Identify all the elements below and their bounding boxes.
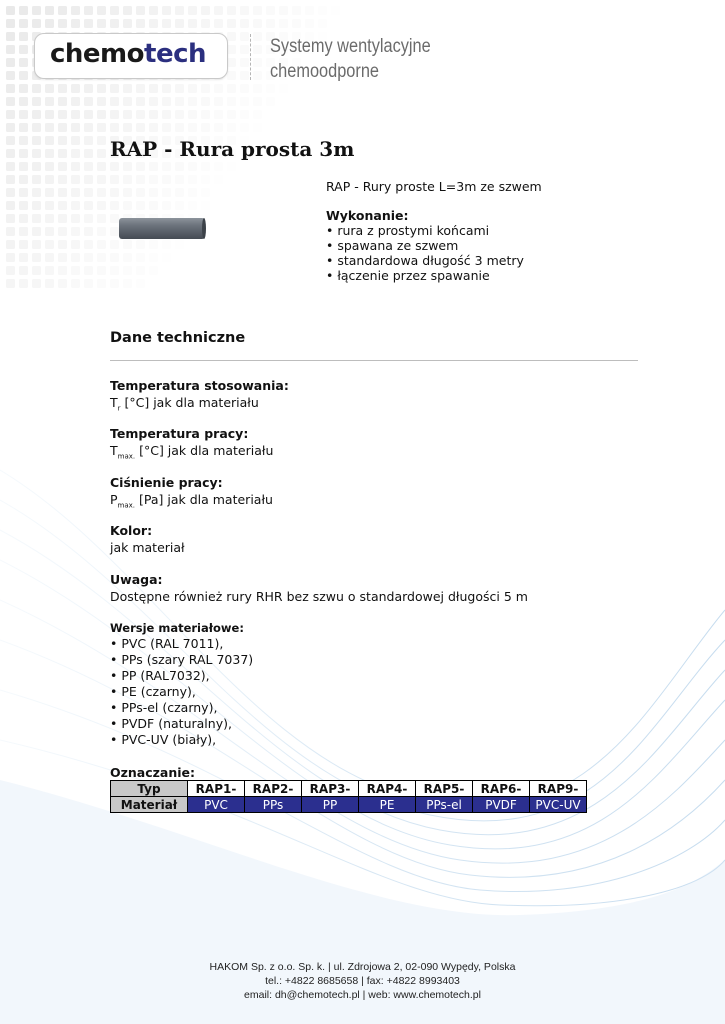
product-description <box>326 179 542 283</box>
table-cell-material: PP <box>302 797 359 813</box>
value-text: [°C] jak dla materiału <box>120 395 259 410</box>
table-row-typ <box>111 781 587 797</box>
wersje-item: • PP (RAL7032), <box>110 668 210 683</box>
logo-text-part1: chemo <box>50 39 145 69</box>
page-footer <box>0 960 725 1002</box>
logo-text-part2: tech <box>144 39 206 69</box>
table-cell-material: PVDF <box>473 797 530 813</box>
section-divider <box>110 360 638 361</box>
row-label-typ: Typ <box>111 781 188 797</box>
symbol: T <box>110 395 118 410</box>
oznaczanie-heading: Oznaczanie: <box>110 765 196 780</box>
wykonanie-item: • standardowa długość 3 metry <box>326 253 524 268</box>
symbol: T <box>110 443 118 458</box>
footer-address: HAKOM Sp. z o.o. Sp. k. | ul. Zdrojowa 2, 02-090 Wypędy, Polska <box>209 961 516 973</box>
temp-pracy-heading: Temperatura pracy: <box>110 426 249 441</box>
value-text: [°C] jak dla materiału <box>135 443 274 458</box>
temp-stosowania-heading: Temperatura stosowania: <box>110 378 289 393</box>
section-title-dane-techniczne: Dane techniczne <box>110 330 246 346</box>
table-cell-material: PVC-UV <box>530 797 587 813</box>
value-text: [Pa] jak dla materiału <box>135 492 273 507</box>
table-cell-code: RAP1- <box>188 781 245 797</box>
kolor-block <box>110 522 185 556</box>
table-cell-code: RAP9- <box>530 781 587 797</box>
footer-phone: tel.: +4822 8685658 | fax: +4822 8993403 <box>265 975 460 987</box>
wykonanie-item: • rura z prostymi końcami <box>326 223 490 238</box>
wersje-block <box>110 620 253 748</box>
wersje-item: • PVDF (naturalny), <box>110 716 232 731</box>
wersje-item: • PPs-el (czarny), <box>110 700 218 715</box>
table-cell-material: PPs <box>245 797 302 813</box>
kolor-value: jak materiał <box>110 540 185 555</box>
table-row-material <box>111 797 587 813</box>
wersje-item: • PE (czarny), <box>110 684 196 699</box>
header-separator <box>250 34 251 80</box>
product-subtitle: RAP - Rury proste L=3m ze szwem <box>326 179 542 194</box>
table-cell-code: RAP4- <box>359 781 416 797</box>
header-tagline <box>270 34 431 84</box>
temp-pracy-block <box>110 425 273 466</box>
product-title: RAP - Rura prosta 3m <box>110 137 355 161</box>
table-cell-material: PPs-el <box>416 797 473 813</box>
table-cell-material: PVC <box>188 797 245 813</box>
temp-stosowania-block <box>110 377 289 418</box>
wykonanie-item: • łączenie przez spawanie <box>326 268 490 283</box>
cisnienie-block <box>110 474 273 515</box>
tagline-line-2: chemoodporne <box>270 61 380 82</box>
pipe-image <box>112 205 212 265</box>
table-cell-code: RAP2- <box>245 781 302 797</box>
wykonanie-item: • spawana ze szwem <box>326 238 459 253</box>
symbol-subscript: max. <box>117 501 136 510</box>
row-label-material: Materiał <box>111 797 188 813</box>
temp-stosowania-value <box>110 394 289 418</box>
wersje-item: • PPs (szary RAL 7037) <box>110 652 254 667</box>
tagline-line-1: Systemy wentylacyjne <box>270 36 431 57</box>
symbol-subscript: max. <box>117 452 136 461</box>
wersje-heading: Wersje materiałowe: <box>110 621 244 635</box>
cisnienie-heading: Ciśnienie pracy: <box>110 475 223 490</box>
wersje-item: • PVC (RAL 7011), <box>110 636 224 651</box>
temp-pracy-value <box>110 442 273 466</box>
table-cell-code: RAP5- <box>416 781 473 797</box>
table-cell-code: RAP3- <box>302 781 359 797</box>
cisnienie-value <box>110 491 273 515</box>
uwaga-text: Dostępne również rury RHR bez szwu o standardowej długości 5 m <box>110 589 528 604</box>
kolor-heading: Kolor: <box>110 523 153 538</box>
symbol-subscript: r <box>117 404 121 413</box>
uwaga-block <box>110 571 528 605</box>
uwaga-heading: Uwaga: <box>110 572 163 587</box>
wykonanie-heading: Wykonanie: <box>326 208 409 223</box>
footer-contact: email: dh@chemotech.pl | web: www.chemotech.pl <box>244 989 481 1001</box>
table-cell-code: RAP6- <box>473 781 530 797</box>
wersje-item: • PVC-UV (biały), <box>110 732 217 747</box>
oznaczanie-table <box>110 780 587 813</box>
company-logo <box>50 39 206 69</box>
symbol: P <box>110 492 118 507</box>
table-cell-material: PE <box>359 797 416 813</box>
